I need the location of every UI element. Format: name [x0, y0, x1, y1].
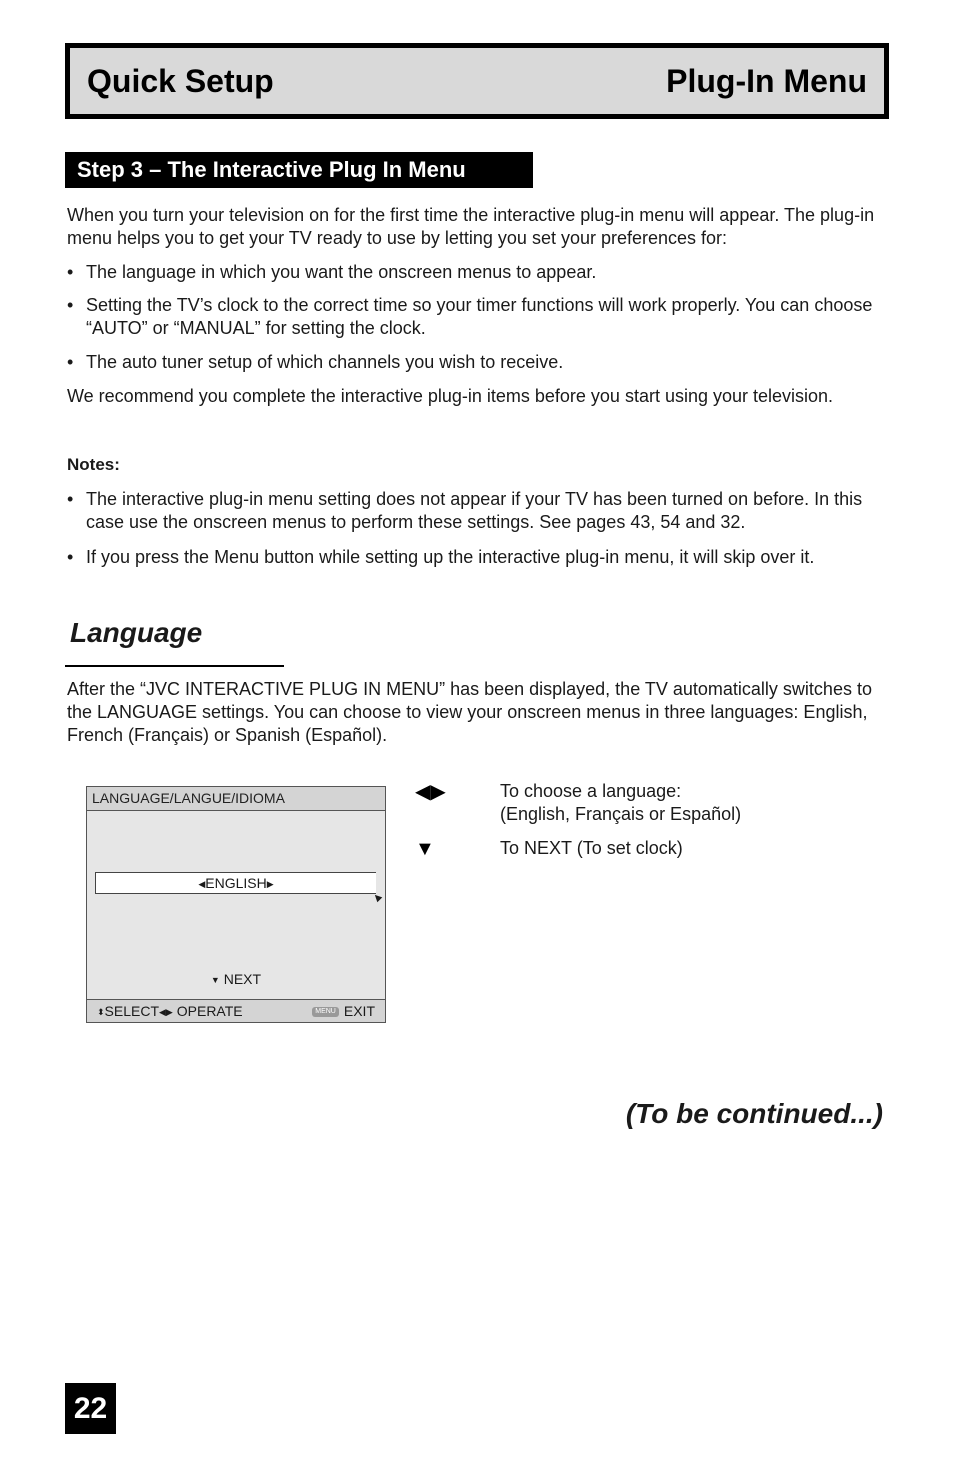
exit-label: EXIT	[343, 1003, 375, 1019]
note-item-text: If you press the Menu button while setting up the interactive plug-in menu, it will skip over it.	[86, 547, 815, 567]
note-item-text: The interactive plug-in menu setting does not appear if your TV has been turned on before. In this case use the onscreen menus to perform these settings. See pages 43, 54 and 32.	[86, 489, 863, 532]
tv-next-item	[87, 971, 385, 987]
tv-menu-screen	[86, 786, 386, 1023]
list-item-text: The auto tuner setup of which channels you wish to receive.	[86, 352, 564, 372]
instruction-line: To NEXT (To set clock)	[500, 838, 683, 858]
selected-language: ENGLISH	[205, 875, 267, 891]
continued-note: (To be continued...)	[625, 1098, 883, 1129]
section-title: Quick Setup	[87, 62, 274, 99]
notes-heading: Notes:	[67, 455, 120, 474]
select-label: SELECT	[104, 1003, 160, 1019]
down-arrow-icon: ▼	[415, 838, 435, 860]
list-item-text: Setting the TV’s clock to the correct time so your timer functions will work properly. You can choose “AUTO” or “MANUAL” for setting the clock.	[86, 295, 873, 338]
chapter-title: Plug-In Menu	[666, 62, 867, 99]
right-arrow-icon: ▶	[266, 879, 274, 889]
tv-menu-title: LANGUAGE/LANGUE/IDIOMA	[87, 787, 385, 811]
intro-paragraph: When you turn your television on for the first time the interactive plug-in menu will appear. The plug-in menu helps you to get your TV ready to use by letting you set your preferences for:	[67, 205, 875, 248]
page-header	[65, 43, 889, 119]
title-underline	[65, 665, 284, 667]
recommend-paragraph: We recommend you complete the interactive plug-in items before you start using your television.	[67, 386, 834, 406]
step-heading: Step 3 – The Interactive Plug In Menu	[65, 152, 533, 188]
instruction-choose-language	[500, 780, 741, 826]
footer-exit	[312, 1000, 375, 1022]
tv-menu-footer	[87, 999, 385, 1022]
page-number: 22	[65, 1383, 116, 1434]
up-down-arrows-icon: ⬍	[97, 1007, 105, 1017]
list-item: • Setting the TV’s clock to the correct time so your timer functions will work properly. You can choose “AUTO” or “MANUAL” for setting the clock.	[67, 295, 873, 338]
left-right-arrows-icon: ◀▶	[159, 1007, 173, 1017]
language-selector	[95, 872, 376, 894]
next-label: NEXT	[223, 971, 262, 987]
operate-label: OPERATE	[176, 1003, 243, 1019]
list-item: • The language in which you want the onscreen menus to appear.	[67, 262, 597, 282]
cursor-icon: ▲	[367, 887, 387, 907]
list-item: • The auto tuner setup of which channels you wish to receive.	[67, 352, 564, 372]
language-paragraph: After the “JVC INTERACTIVE PLUG IN MENU” has been displayed, the TV automatically switches to the LANGUAGE settings. You can choose to view your onscreen menus in three languages: English, French (Français) or Spanish (Español).	[67, 679, 872, 745]
instruction-line: To choose a language:	[500, 781, 682, 801]
list-item-text: The language in which you want the onscreen menus to appear.	[86, 262, 597, 282]
left-arrow-icon: ◀	[198, 879, 206, 889]
footer-hints	[97, 1000, 243, 1023]
language-title: Language	[70, 617, 203, 648]
menu-button-icon: MENU	[312, 1007, 339, 1017]
note-item: • If you press the Menu button while setting up the interactive plug-in menu, it will skip over it.	[67, 547, 815, 567]
down-arrow-icon: ▼	[210, 975, 220, 985]
note-item: • The interactive plug-in menu setting does not appear if your TV has been turned on before. In this case use the onscreen menus to perform these settings. See pages 43, 54 and 32.	[67, 489, 863, 532]
instruction-line: (English, Français or Español)	[500, 804, 742, 824]
instruction-next	[500, 837, 683, 860]
left-right-arrows-icon: ◀▶	[415, 781, 446, 803]
